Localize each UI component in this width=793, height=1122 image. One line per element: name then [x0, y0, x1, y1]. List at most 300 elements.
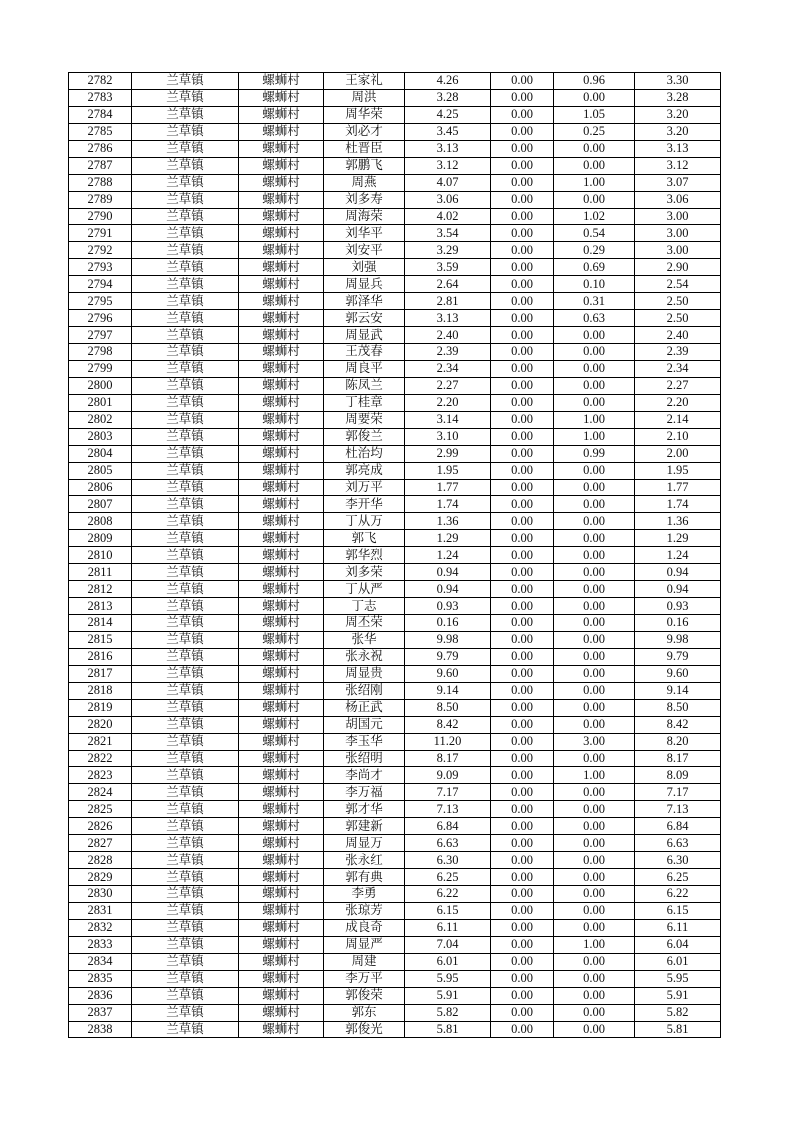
cell-value-deduct: 1.00 — [554, 174, 635, 191]
cell-town: 兰草镇 — [132, 123, 239, 140]
cell-value-net: 2.34 — [635, 360, 721, 377]
cell-town: 兰草镇 — [132, 598, 239, 615]
cell-value-deduct: 0.00 — [554, 631, 635, 648]
cell-village: 螺蛳村 — [239, 733, 324, 750]
cell-town: 兰草镇 — [132, 191, 239, 208]
cell-value-b: 0.00 — [491, 852, 554, 869]
cell-value-b: 0.00 — [491, 886, 554, 903]
cell-value-total: 8.17 — [405, 750, 491, 767]
cell-value-deduct: 0.54 — [554, 225, 635, 242]
cell-person-name: 郭泽华 — [324, 293, 405, 310]
cell-value-net: 3.00 — [635, 225, 721, 242]
cell-person-name: 郭华烈 — [324, 547, 405, 564]
cell-village: 螺蛳村 — [239, 1004, 324, 1021]
cell-town: 兰草镇 — [132, 970, 239, 987]
cell-town: 兰草镇 — [132, 513, 239, 530]
cell-value-b: 0.00 — [491, 784, 554, 801]
cell-value-net: 2.20 — [635, 394, 721, 411]
cell-town: 兰草镇 — [132, 377, 239, 394]
cell-value-net: 2.00 — [635, 445, 721, 462]
cell-row-number: 2786 — [69, 140, 132, 157]
cell-value-net: 9.14 — [635, 682, 721, 699]
cell-village: 螺蛳村 — [239, 699, 324, 716]
cell-person-name: 刘安平 — [324, 242, 405, 259]
cell-village: 螺蛳村 — [239, 784, 324, 801]
cell-town: 兰草镇 — [132, 344, 239, 361]
cell-town: 兰草镇 — [132, 1004, 239, 1021]
cell-value-net: 9.98 — [635, 631, 721, 648]
cell-row-number: 2785 — [69, 123, 132, 140]
cell-value-total: 7.04 — [405, 936, 491, 953]
cell-value-deduct: 0.00 — [554, 987, 635, 1004]
cell-person-name: 郭东 — [324, 1004, 405, 1021]
cell-village: 螺蛳村 — [239, 767, 324, 784]
cell-value-total: 0.94 — [405, 564, 491, 581]
cell-value-b: 0.00 — [491, 89, 554, 106]
cell-value-total: 3.13 — [405, 310, 491, 327]
cell-value-total: 8.50 — [405, 699, 491, 716]
table-row — [69, 242, 721, 259]
cell-value-net: 3.00 — [635, 242, 721, 259]
cell-person-name: 周显兵 — [324, 276, 405, 293]
cell-person-name: 王家礼 — [324, 73, 405, 90]
cell-village: 螺蛳村 — [239, 123, 324, 140]
table-row — [69, 648, 721, 665]
cell-value-deduct: 0.63 — [554, 310, 635, 327]
cell-person-name: 张绍明 — [324, 750, 405, 767]
cell-value-b: 0.00 — [491, 987, 554, 1004]
cell-value-total: 8.42 — [405, 716, 491, 733]
cell-row-number: 2787 — [69, 157, 132, 174]
cell-village: 螺蛳村 — [239, 73, 324, 90]
cell-value-total: 7.13 — [405, 801, 491, 818]
cell-village: 螺蛳村 — [239, 377, 324, 394]
cell-value-total: 3.29 — [405, 242, 491, 259]
table-row — [69, 716, 721, 733]
cell-value-net: 6.01 — [635, 953, 721, 970]
table-row — [69, 767, 721, 784]
cell-value-b: 0.00 — [491, 462, 554, 479]
cell-person-name: 胡国元 — [324, 716, 405, 733]
cell-village: 螺蛳村 — [239, 886, 324, 903]
cell-value-total: 0.16 — [405, 615, 491, 632]
data-table — [68, 72, 721, 1038]
cell-value-b: 0.00 — [491, 276, 554, 293]
table-row — [69, 1004, 721, 1021]
cell-value-net: 2.90 — [635, 259, 721, 276]
cell-person-name: 丁桂章 — [324, 394, 405, 411]
table-row — [69, 564, 721, 581]
cell-value-total: 6.15 — [405, 902, 491, 919]
table-row — [69, 276, 721, 293]
cell-row-number: 2799 — [69, 360, 132, 377]
cell-value-deduct: 0.00 — [554, 699, 635, 716]
cell-value-net: 7.13 — [635, 801, 721, 818]
cell-value-deduct: 0.00 — [554, 869, 635, 886]
cell-value-deduct: 3.00 — [554, 733, 635, 750]
cell-value-b: 0.00 — [491, 106, 554, 123]
cell-value-deduct: 0.00 — [554, 462, 635, 479]
cell-row-number: 2822 — [69, 750, 132, 767]
cell-person-name: 周显武 — [324, 327, 405, 344]
cell-village: 螺蛳村 — [239, 445, 324, 462]
cell-row-number: 2815 — [69, 631, 132, 648]
cell-row-number: 2804 — [69, 445, 132, 462]
cell-town: 兰草镇 — [132, 106, 239, 123]
cell-value-net: 2.50 — [635, 310, 721, 327]
table-row — [69, 89, 721, 106]
cell-value-deduct: 0.00 — [554, 716, 635, 733]
cell-value-total: 2.64 — [405, 276, 491, 293]
table-row — [69, 191, 721, 208]
cell-town: 兰草镇 — [132, 615, 239, 632]
cell-value-total: 9.60 — [405, 665, 491, 682]
table-row — [69, 344, 721, 361]
table-row — [69, 1021, 721, 1038]
table-row — [69, 886, 721, 903]
table-row — [69, 360, 721, 377]
cell-person-name: 刘必才 — [324, 123, 405, 140]
cell-village: 螺蛳村 — [239, 615, 324, 632]
cell-village: 螺蛳村 — [239, 344, 324, 361]
cell-value-total: 11.20 — [405, 733, 491, 750]
cell-value-deduct: 0.00 — [554, 496, 635, 513]
cell-person-name: 李勇 — [324, 886, 405, 903]
cell-value-b: 0.00 — [491, 615, 554, 632]
cell-value-deduct: 1.05 — [554, 106, 635, 123]
cell-village: 螺蛳村 — [239, 513, 324, 530]
cell-value-b: 0.00 — [491, 767, 554, 784]
table-row — [69, 970, 721, 987]
cell-value-deduct: 0.00 — [554, 360, 635, 377]
cell-value-net: 3.07 — [635, 174, 721, 191]
cell-value-deduct: 0.00 — [554, 157, 635, 174]
cell-value-total: 1.36 — [405, 513, 491, 530]
cell-value-net: 6.11 — [635, 919, 721, 936]
cell-value-deduct: 0.00 — [554, 665, 635, 682]
cell-village: 螺蛳村 — [239, 496, 324, 513]
table-row — [69, 801, 721, 818]
cell-value-total: 2.40 — [405, 327, 491, 344]
cell-value-b: 0.00 — [491, 496, 554, 513]
cell-value-net: 0.94 — [635, 564, 721, 581]
cell-value-deduct: 0.00 — [554, 801, 635, 818]
cell-value-net: 3.00 — [635, 208, 721, 225]
cell-person-name: 郭有典 — [324, 869, 405, 886]
cell-value-deduct: 0.99 — [554, 445, 635, 462]
cell-person-name: 张永祝 — [324, 648, 405, 665]
cell-village: 螺蛳村 — [239, 869, 324, 886]
cell-person-name: 周良平 — [324, 360, 405, 377]
cell-value-b: 0.00 — [491, 174, 554, 191]
cell-row-number: 2825 — [69, 801, 132, 818]
cell-town: 兰草镇 — [132, 530, 239, 547]
cell-value-deduct: 0.00 — [554, 970, 635, 987]
cell-value-total: 6.30 — [405, 852, 491, 869]
cell-row-number: 2834 — [69, 953, 132, 970]
cell-row-number: 2805 — [69, 462, 132, 479]
cell-value-net: 3.20 — [635, 123, 721, 140]
cell-value-total: 3.59 — [405, 259, 491, 276]
cell-value-deduct: 0.00 — [554, 852, 635, 869]
cell-value-deduct: 1.00 — [554, 767, 635, 784]
table-row — [69, 208, 721, 225]
cell-row-number: 2828 — [69, 852, 132, 869]
cell-row-number: 2837 — [69, 1004, 132, 1021]
table-row — [69, 327, 721, 344]
cell-value-net: 5.95 — [635, 970, 721, 987]
cell-value-deduct: 0.00 — [554, 513, 635, 530]
cell-value-net: 3.06 — [635, 191, 721, 208]
cell-village: 螺蛳村 — [239, 750, 324, 767]
cell-village: 螺蛳村 — [239, 835, 324, 852]
cell-value-net: 5.82 — [635, 1004, 721, 1021]
cell-person-name: 周洪 — [324, 89, 405, 106]
cell-person-name: 郭俊荣 — [324, 987, 405, 1004]
cell-village: 螺蛳村 — [239, 801, 324, 818]
cell-value-b: 0.00 — [491, 733, 554, 750]
cell-town: 兰草镇 — [132, 801, 239, 818]
cell-value-b: 0.00 — [491, 953, 554, 970]
table-row — [69, 869, 721, 886]
cell-village: 螺蛳村 — [239, 394, 324, 411]
cell-value-deduct: 1.00 — [554, 428, 635, 445]
cell-village: 螺蛳村 — [239, 852, 324, 869]
cell-value-b: 0.00 — [491, 581, 554, 598]
cell-person-name: 丁从严 — [324, 581, 405, 598]
cell-value-net: 3.30 — [635, 73, 721, 90]
cell-town: 兰草镇 — [132, 445, 239, 462]
cell-row-number: 2802 — [69, 411, 132, 428]
cell-value-b: 0.00 — [491, 970, 554, 987]
table-row — [69, 513, 721, 530]
cell-person-name: 张华 — [324, 631, 405, 648]
cell-town: 兰草镇 — [132, 157, 239, 174]
cell-village: 螺蛳村 — [239, 276, 324, 293]
cell-value-net: 3.20 — [635, 106, 721, 123]
cell-value-net: 2.10 — [635, 428, 721, 445]
cell-value-net: 5.81 — [635, 1021, 721, 1038]
cell-value-b: 0.00 — [491, 818, 554, 835]
cell-value-b: 0.00 — [491, 479, 554, 496]
cell-town: 兰草镇 — [132, 73, 239, 90]
cell-village: 螺蛳村 — [239, 936, 324, 953]
cell-person-name: 刘华平 — [324, 225, 405, 242]
cell-value-b: 0.00 — [491, 936, 554, 953]
cell-value-b: 0.00 — [491, 259, 554, 276]
cell-village: 螺蛳村 — [239, 530, 324, 547]
cell-value-b: 0.00 — [491, 1004, 554, 1021]
cell-row-number: 2838 — [69, 1021, 132, 1038]
cell-value-deduct: 0.00 — [554, 327, 635, 344]
table-row — [69, 784, 721, 801]
cell-person-name: 周燕 — [324, 174, 405, 191]
cell-row-number: 2809 — [69, 530, 132, 547]
table-row — [69, 530, 721, 547]
cell-village: 螺蛳村 — [239, 259, 324, 276]
cell-value-b: 0.00 — [491, 801, 554, 818]
cell-person-name: 杜晋臣 — [324, 140, 405, 157]
table-row — [69, 615, 721, 632]
cell-value-total: 3.10 — [405, 428, 491, 445]
cell-value-b: 0.00 — [491, 716, 554, 733]
table-row — [69, 293, 721, 310]
table-row — [69, 428, 721, 445]
cell-value-total: 2.34 — [405, 360, 491, 377]
table-row — [69, 157, 721, 174]
cell-value-b: 0.00 — [491, 598, 554, 615]
cell-person-name: 郭俊兰 — [324, 428, 405, 445]
cell-row-number: 2792 — [69, 242, 132, 259]
cell-value-deduct: 0.00 — [554, 919, 635, 936]
cell-value-b: 0.00 — [491, 123, 554, 140]
cell-person-name: 刘多荣 — [324, 564, 405, 581]
cell-value-total: 0.93 — [405, 598, 491, 615]
cell-value-b: 0.00 — [491, 360, 554, 377]
cell-value-net: 1.95 — [635, 462, 721, 479]
cell-value-net: 3.28 — [635, 89, 721, 106]
cell-row-number: 2812 — [69, 581, 132, 598]
cell-value-net: 1.74 — [635, 496, 721, 513]
cell-row-number: 2790 — [69, 208, 132, 225]
cell-value-net: 2.40 — [635, 327, 721, 344]
cell-village: 螺蛳村 — [239, 89, 324, 106]
cell-value-b: 0.00 — [491, 293, 554, 310]
cell-value-net: 2.54 — [635, 276, 721, 293]
cell-value-total: 1.77 — [405, 479, 491, 496]
cell-row-number: 2832 — [69, 919, 132, 936]
cell-row-number: 2819 — [69, 699, 132, 716]
cell-value-b: 0.00 — [491, 902, 554, 919]
cell-value-total: 4.25 — [405, 106, 491, 123]
cell-value-total: 5.91 — [405, 987, 491, 1004]
table-row — [69, 598, 721, 615]
cell-value-net: 8.09 — [635, 767, 721, 784]
cell-person-name: 杜治均 — [324, 445, 405, 462]
cell-person-name: 张永红 — [324, 852, 405, 869]
cell-town: 兰草镇 — [132, 767, 239, 784]
cell-village: 螺蛳村 — [239, 970, 324, 987]
cell-value-b: 0.00 — [491, 547, 554, 564]
cell-town: 兰草镇 — [132, 699, 239, 716]
cell-value-deduct: 0.25 — [554, 123, 635, 140]
cell-value-b: 0.00 — [491, 310, 554, 327]
cell-town: 兰草镇 — [132, 259, 239, 276]
cell-value-total: 5.81 — [405, 1021, 491, 1038]
cell-village: 螺蛳村 — [239, 411, 324, 428]
cell-value-net: 9.60 — [635, 665, 721, 682]
cell-person-name: 刘多寿 — [324, 191, 405, 208]
cell-value-total: 1.24 — [405, 547, 491, 564]
cell-town: 兰草镇 — [132, 547, 239, 564]
cell-town: 兰草镇 — [132, 428, 239, 445]
cell-value-net: 2.50 — [635, 293, 721, 310]
cell-value-deduct: 0.69 — [554, 259, 635, 276]
cell-town: 兰草镇 — [132, 225, 239, 242]
table-row — [69, 123, 721, 140]
cell-value-deduct: 1.02 — [554, 208, 635, 225]
cell-person-name: 郭云安 — [324, 310, 405, 327]
cell-value-net: 1.36 — [635, 513, 721, 530]
cell-value-deduct: 1.00 — [554, 411, 635, 428]
cell-value-deduct: 0.00 — [554, 530, 635, 547]
cell-town: 兰草镇 — [132, 835, 239, 852]
cell-town: 兰草镇 — [132, 564, 239, 581]
cell-village: 螺蛳村 — [239, 953, 324, 970]
cell-person-name: 李万福 — [324, 784, 405, 801]
cell-village: 螺蛳村 — [239, 716, 324, 733]
cell-value-total: 6.22 — [405, 886, 491, 903]
cell-village: 螺蛳村 — [239, 631, 324, 648]
cell-person-name: 李玉华 — [324, 733, 405, 750]
cell-value-net: 1.24 — [635, 547, 721, 564]
cell-value-b: 0.00 — [491, 564, 554, 581]
cell-row-number: 2794 — [69, 276, 132, 293]
cell-town: 兰草镇 — [132, 818, 239, 835]
cell-person-name: 刘强 — [324, 259, 405, 276]
cell-value-b: 0.00 — [491, 140, 554, 157]
cell-value-deduct: 0.00 — [554, 598, 635, 615]
cell-village: 螺蛳村 — [239, 360, 324, 377]
table-row — [69, 581, 721, 598]
cell-person-name: 郭才华 — [324, 801, 405, 818]
cell-person-name: 王茂春 — [324, 344, 405, 361]
cell-village: 螺蛳村 — [239, 140, 324, 157]
cell-person-name: 李尚才 — [324, 767, 405, 784]
cell-village: 螺蛳村 — [239, 598, 324, 615]
cell-person-name: 郭建新 — [324, 818, 405, 835]
cell-person-name: 周要荣 — [324, 411, 405, 428]
cell-village: 螺蛳村 — [239, 648, 324, 665]
cell-value-deduct: 0.00 — [554, 89, 635, 106]
table-row — [69, 394, 721, 411]
cell-person-name: 李万平 — [324, 970, 405, 987]
cell-value-b: 0.00 — [491, 394, 554, 411]
cell-person-name: 郭亮成 — [324, 462, 405, 479]
cell-village: 螺蛳村 — [239, 818, 324, 835]
cell-row-number: 2789 — [69, 191, 132, 208]
cell-row-number: 2791 — [69, 225, 132, 242]
cell-person-name: 郭鹏飞 — [324, 157, 405, 174]
cell-row-number: 2795 — [69, 293, 132, 310]
cell-value-deduct: 0.29 — [554, 242, 635, 259]
cell-row-number: 2806 — [69, 479, 132, 496]
cell-value-deduct: 0.00 — [554, 1004, 635, 1021]
cell-value-net: 6.22 — [635, 886, 721, 903]
cell-village: 螺蛳村 — [239, 564, 324, 581]
cell-value-b: 0.00 — [491, 665, 554, 682]
cell-village: 螺蛳村 — [239, 225, 324, 242]
cell-town: 兰草镇 — [132, 242, 239, 259]
cell-town: 兰草镇 — [132, 869, 239, 886]
cell-value-deduct: 0.00 — [554, 581, 635, 598]
cell-row-number: 2833 — [69, 936, 132, 953]
cell-value-total: 4.07 — [405, 174, 491, 191]
cell-town: 兰草镇 — [132, 886, 239, 903]
cell-village: 螺蛳村 — [239, 581, 324, 598]
cell-value-b: 0.00 — [491, 835, 554, 852]
cell-value-deduct: 0.00 — [554, 750, 635, 767]
cell-town: 兰草镇 — [132, 327, 239, 344]
cell-row-number: 2810 — [69, 547, 132, 564]
cell-person-name: 张绍刚 — [324, 682, 405, 699]
cell-town: 兰草镇 — [132, 411, 239, 428]
cell-person-name: 周华荣 — [324, 106, 405, 123]
cell-town: 兰草镇 — [132, 479, 239, 496]
cell-value-net: 6.84 — [635, 818, 721, 835]
cell-row-number: 2821 — [69, 733, 132, 750]
cell-value-b: 0.00 — [491, 750, 554, 767]
